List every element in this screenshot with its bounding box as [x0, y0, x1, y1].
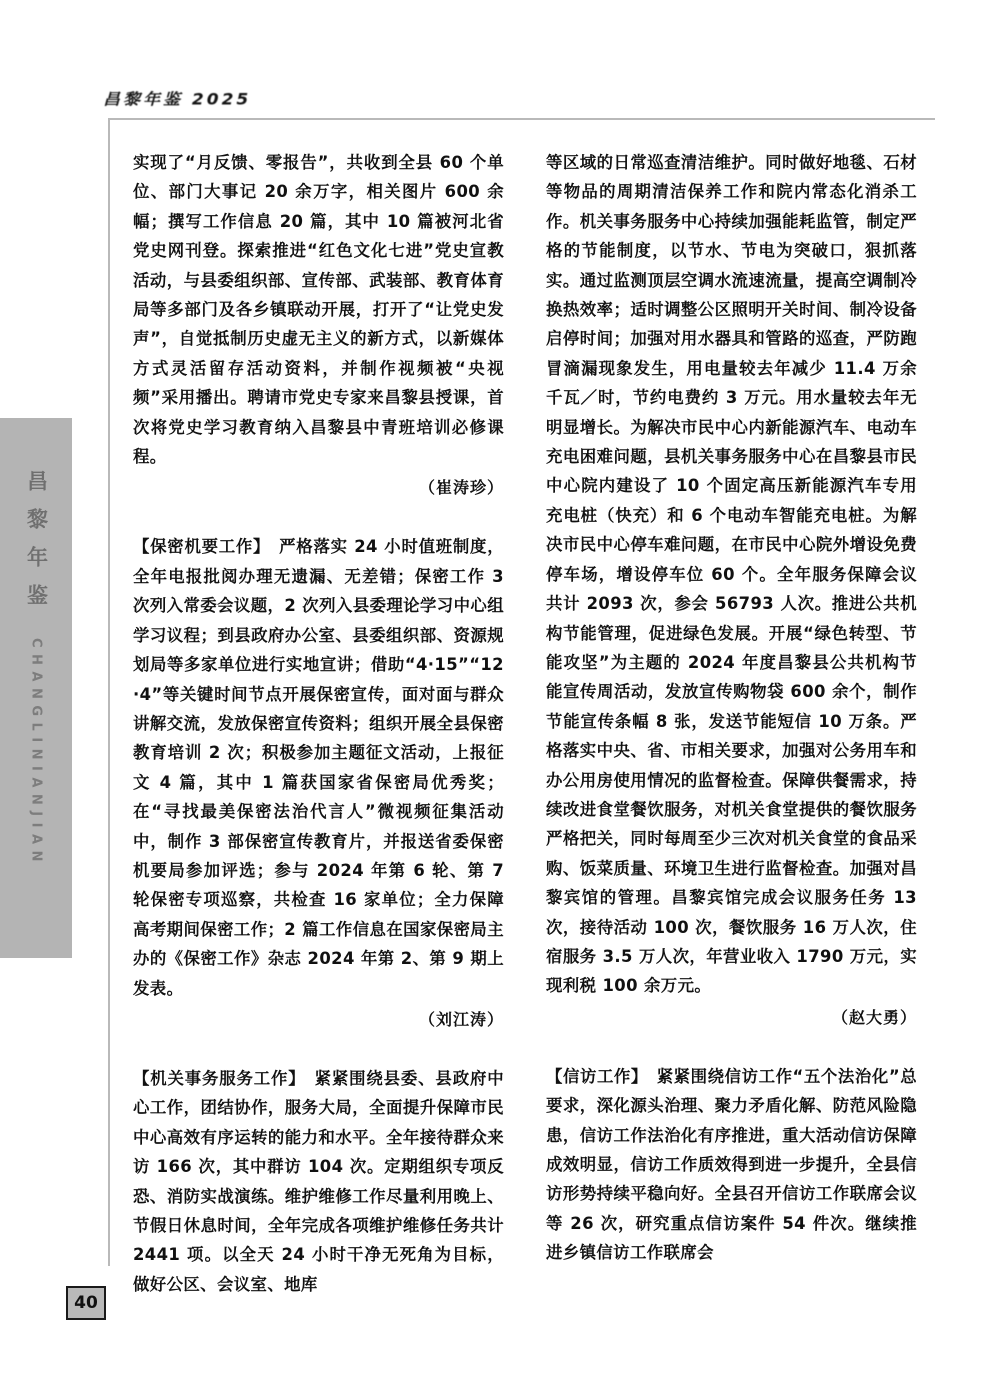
right-section-2-text: 紧紧围绕信访工作“五个法治化”总要求，深化源头治理、聚力矛盾化解、防范风险隐患，信访工作法治化有序推进，重大活动信访保障成效明显，信访工作质效得到进一步提升，全县信访形势持续平稳向好。全县召开信访工作联席会议等 26 次，研究重点信访案件 54 件次。继续推进乡镇信访工作联席会 — [546, 1066, 917, 1263]
spine-tab — [0, 418, 72, 958]
left-section-2 — [133, 532, 504, 1003]
right-section-2 — [546, 1062, 917, 1268]
right-section-2-heading: 【信访工作】 — [546, 1066, 640, 1086]
section-gap — [133, 505, 504, 532]
left-section-2-text: 严格落实 24 小时值班制度，全年电报批阅办理无遗漏、无差错；保密工作 3 次列入常委会议题，2 次列入县委理论学习中心组学习议程；到县政府办公室、县委组织部、资源规划局等多家单位进行实地宣讲；借助“4·15”“12·4”等关键时间节点开展保密宣传，面对面与群众讲解交流，发放保密宣传资料；组织开展全县保密教育培训 2 次；积极参加主题征文活动，上报征文 4 篇，其中 1 篇获国家省保密局优秀奖；在“寻找最美保密法治代言人”微视频征集活动中，制作 3 部保密宣传教育片，并报送省委保密机要局参加评选；参与 2024 年第 6 轮、第 7 轮保密专项巡察，共检查 16 家单位；全力保障高考期间保密工作；2 篇工作信息在国家保密局主办的《保密工作》杂志 2024 年第 2、第 9 期上发表。 — [133, 537, 504, 998]
left-signature-2: （刘江涛） — [418, 1009, 504, 1029]
text-columns — [133, 148, 918, 1294]
right-signature-1: （赵大勇） — [831, 1007, 917, 1027]
left-signature-1: （崔涛珍） — [418, 478, 504, 498]
section-gap — [133, 1037, 504, 1064]
left-section-3-text: 紧紧围绕县委、县政府中心工作，团结协作，服务大局，全面提升保障市民中心高效有序运转的能力和水平。全年接待群众来访 166 次，其中群访 104 次。定期组织专项反恐、消防实战演练。维护维修工作尽量利用晚上、节假日休息时间，全年完成各项维护维修任务共计 2441 项。以全天 24 小时干净无死角为目标，做好公区、会议室、地库 — [133, 1068, 504, 1294]
spine-title-cn: 昌黎年鉴 — [24, 470, 49, 622]
section-gap — [546, 1035, 917, 1062]
running-head: 昌黎年鉴 2025 — [103, 90, 252, 109]
left-section-3 — [133, 1064, 504, 1299]
page-number: 40 — [66, 1286, 106, 1320]
left-column — [133, 148, 504, 1294]
left-paragraph-1: 实现了“月反馈、零报告”，共收到全县 60 个单位、部门大事记 20 余万字，相关图片 600 余幅；撰写工作信息 20 篇，其中 10 篇被河北省党史网刊登。探索推进“红色文化七进”党史宣教活动，与县委组织部、宣传部、武装部、教育体育局等多部门及各乡镇联动开展，打开了“让党史发声”，自觉抵制历史虚无主义的新方式，以新媒体方式灵活留存活动资料，并制作视频被“央视频”采用播出。聘请市党史专家来昌黎县授课，首次将党史学习教育纳入昌黎县中青班培训必修课程。 — [133, 153, 504, 467]
left-section-2-heading: 【保密机要工作】 — [133, 537, 262, 557]
right-column — [546, 148, 917, 1268]
spine-title-en: CHANGLINIANJIAN — [28, 638, 44, 868]
left-section-3-heading: 【机关事务服务工作】 — [133, 1068, 298, 1088]
right-paragraph-1: 等区域的日常巡查清洁维护。同时做好地毯、石材等物品的周期清洁保养工作和院内常态化消杀工作。机关事务服务中心持续加强能耗监管，制定严格的节能制度，以节水、节电为突破口，狠抓落实。通过监测顶层空调水流速流量，提高空调制冷换热效率；适时调整公区照明开关时间、制冷设备启停时间；加强对用水器具和管路的巡查，严防跑冒滴漏现象发生，用电量较去年减少 11.4 万余千瓦／时，节约电费约 3 万元。用水量较去年无明显增长。为解决市民中心内新能源汽车、电动车充电困难问题，县机关事务服务中心在昌黎县市民中心院内建设了 10 个固定高压新能源汽车专用充电桩（快充）和 6 个电动车智能充电桩。为解决市民中心停车难问题，在市民中心院外增设免费停车场，增设停车位 60 个。全年服务保障会议共计 2093 次，参会 56793 人次。推进公共机构节能管理，促进绿色发展。开展“绿色转型、节能攻坚”为主题的 2024 年度昌黎县公共机构节能宣传周活动，发放宣传购物袋 600 余个，制作节能宣传条幅 8 张，发送节能短信 10 万条。严格落实中央、省、市相关要求，加强对公务用车和办公用房使用情况的监督检查。保障供餐需求，持续改进食堂餐饮服务，对机关食堂提供的餐饮服务严格把关，同时每周至少三次对机关食堂的食品采购、饭菜质量、环境卫生进行监督检查。加强对昌黎宾馆的管理。昌黎宾馆完成会议服务任务 13 次，接待活动 100 次，餐饮服务 16 万人次，住宿服务 3.5 万人次，年营业收入 1790 万元，实现利税 100 余万元。 — [546, 153, 917, 996]
